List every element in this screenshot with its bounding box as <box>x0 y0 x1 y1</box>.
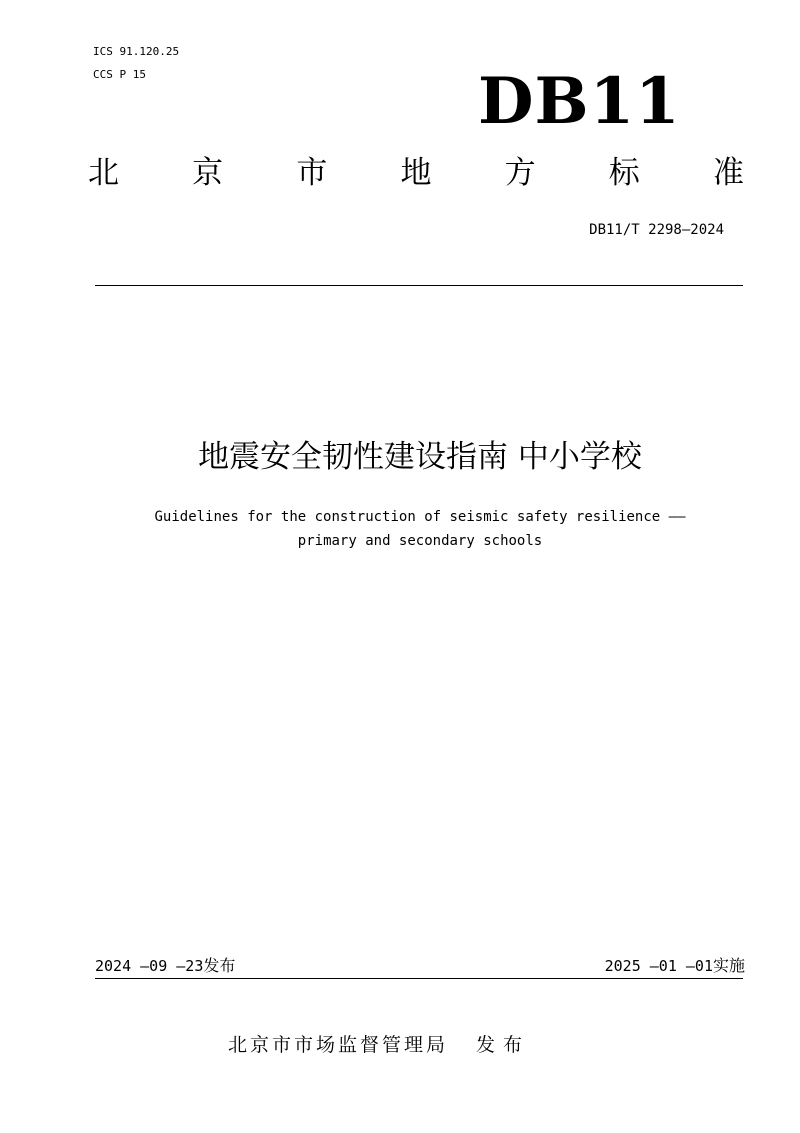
standard-type-char: 方 <box>504 155 536 191</box>
standard-type-char: 地 <box>400 155 432 191</box>
standard-type-char: 北 <box>88 155 119 191</box>
standard-type-char: 市 <box>296 155 328 191</box>
issue-label: 发布 <box>203 956 236 975</box>
bottom-divider <box>95 978 743 979</box>
standard-type-char: 准 <box>712 155 744 191</box>
issuer-name: 北京市市场监督管理局 <box>228 1034 449 1056</box>
ccs-code: CCS P 15 <box>93 68 146 81</box>
ics-code: ICS 91.120.25 <box>93 45 180 58</box>
english-title-line: primary and secondary schools <box>297 533 543 549</box>
classification-codes <box>93 40 179 86</box>
publish-label: 发布 <box>476 1034 531 1056</box>
standard-number: DB11/T 2298—2024 <box>589 222 724 238</box>
issue-date-value: 2024 —09 —23 <box>95 957 204 975</box>
db11-logo: DB11 <box>478 64 681 139</box>
implementation-date-value: 2025 —01 —01 <box>604 957 713 975</box>
implementation-date <box>605 955 745 977</box>
document-title-chinese: 地震安全韧性建设指南 中小学校 <box>198 439 642 475</box>
standard-type-char: 标 <box>608 155 640 191</box>
top-divider <box>95 285 743 286</box>
standard-type-char: 京 <box>192 155 224 191</box>
issue-date <box>95 955 235 977</box>
english-title-line: Guidelines for the construction of seismic safety resilience —— <box>154 509 686 525</box>
implementation-label: 实施 <box>712 956 745 975</box>
issuing-authority <box>228 1031 530 1059</box>
document-title-english <box>100 505 740 553</box>
standard-type-heading <box>88 150 744 196</box>
